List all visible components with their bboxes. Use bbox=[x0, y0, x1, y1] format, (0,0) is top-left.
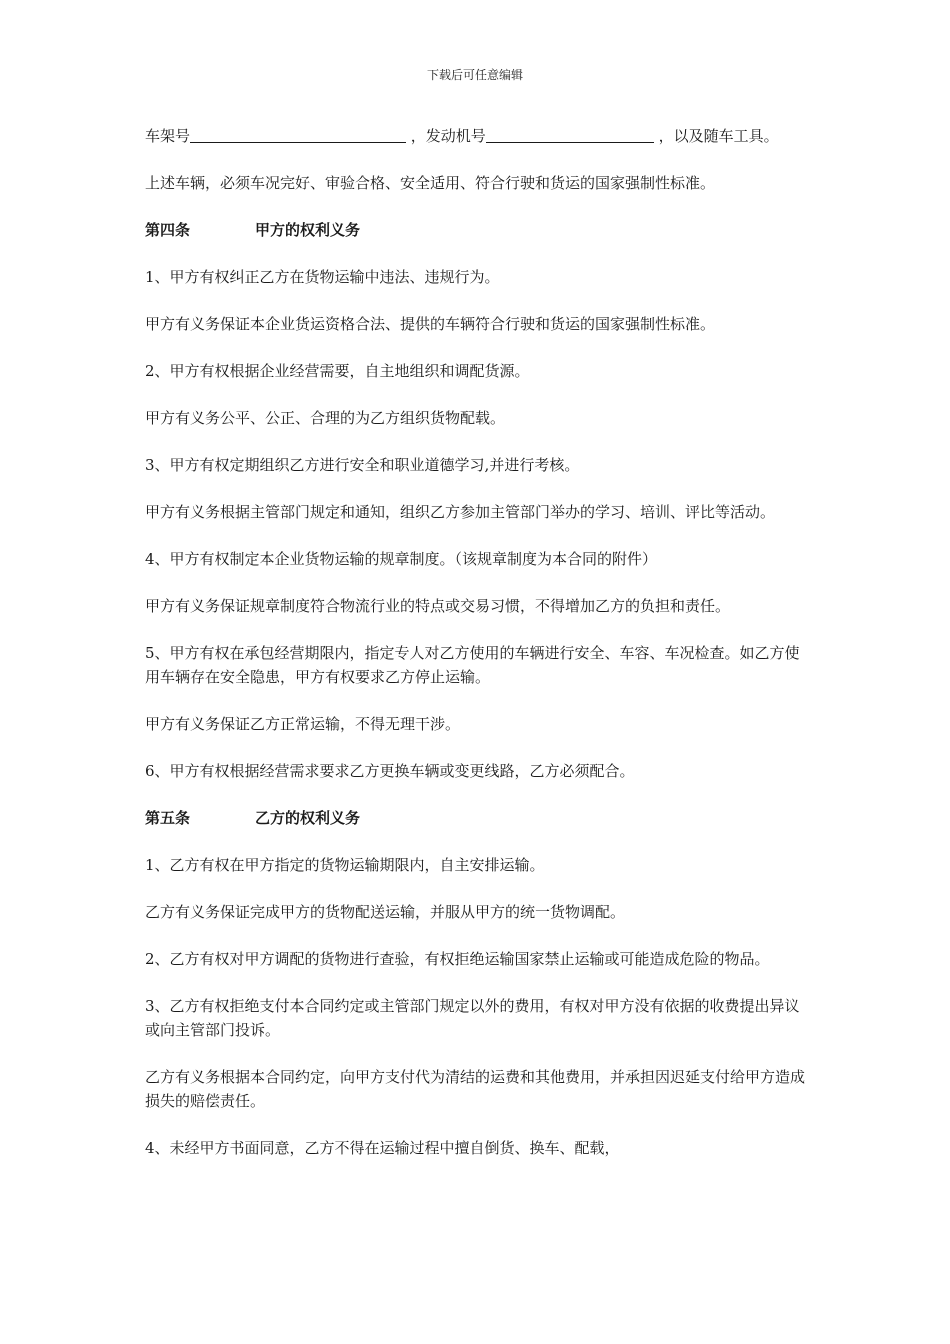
article-5-paragraph: 4、未经甲方书面同意，乙方不得在运输过程中擅自倒货、换车、配载， bbox=[145, 1139, 620, 1157]
article-4-paragraph: 甲方有义务公平、公正、合理的为乙方组织货物配载。 bbox=[145, 409, 506, 427]
article-4-paragraph: 甲方有义务根据主管部门规定和通知，组织乙方参加主管部门举办的学习、培训、评比等活动。 bbox=[145, 503, 776, 521]
header-note: 下载后可任意编辑 bbox=[426, 68, 523, 82]
article-5-paragraph: 2、乙方有权对甲方调配的货物进行查验，有权拒绝运输国家禁止运输或可能造成危险的物品。 bbox=[145, 950, 770, 968]
frame-number-blank[interactable] bbox=[190, 126, 406, 143]
frame-number-label: 车架号 bbox=[145, 127, 191, 145]
article-4-number: 第四条 bbox=[145, 221, 191, 239]
document-body bbox=[145, 124, 810, 1183]
article-5-paragraph: 3、乙方有权拒绝支付本合同约定或主管部门规定以外的费用，有权对甲方没有依据的收费提出异议或向主管部门投诉。 bbox=[145, 997, 800, 1039]
article-4-heading bbox=[145, 218, 810, 242]
article-4-title: 甲方的权利义务 bbox=[255, 221, 361, 239]
engine-number-blank[interactable] bbox=[486, 126, 654, 143]
article-4-paragraph: 1、甲方有权纠正乙方在货物运输中违法、违规行为。 bbox=[145, 268, 500, 286]
article-5-number: 第五条 bbox=[145, 809, 191, 827]
article-4-paragraph: 4、甲方有权制定本企业货物运输的规章制度。（该规章制度为本合同的附件） bbox=[145, 550, 658, 568]
article-5-paragraph: 乙方有义务保证完成甲方的货物配送运输，并服从甲方的统一货物调配。 bbox=[145, 903, 626, 921]
article-4-paragraph: 3、甲方有权定期组织乙方进行安全和职业道德学习,并进行考核。 bbox=[145, 456, 580, 474]
article-5-title: 乙方的权利义务 bbox=[255, 809, 361, 827]
article-4-paragraph: 甲方有义务保证规章制度符合物流行业的特点或交易习惯，不得增加乙方的负担和责任。 bbox=[145, 597, 731, 615]
article-4-paragraph: 5、甲方有权在承包经营期限内，指定专人对乙方使用的车辆进行安全、车容、车况检查。如乙方使用车辆存在安全隐患，甲方有权要求乙方停止运输。 bbox=[145, 644, 800, 686]
article-5-paragraph: 乙方有义务根据本合同约定，向甲方支付代为清结的运费和其他费用，并承担因迟延支付给甲方造成损失的赔偿责任。 bbox=[145, 1068, 806, 1110]
article-5-heading bbox=[145, 806, 810, 830]
article-4-paragraph: 6、甲方有权根据经营需求要求乙方更换车辆或变更线路，乙方必须配合。 bbox=[145, 762, 635, 780]
vehicle-info-line bbox=[145, 124, 810, 148]
vehicle-requirement: 上述车辆，必须车况完好、审验合格、安全适用、符合行驶和货运的国家强制性标准。 bbox=[145, 174, 716, 192]
article-4-paragraph: 甲方有义务保证乙方正常运输，不得无理干涉。 bbox=[145, 715, 461, 733]
engine-number-label: ，发动机号 bbox=[410, 127, 486, 145]
article-4-paragraph: 甲方有义务保证本企业货运资格合法、提供的车辆符合行驶和货运的国家强制性标准。 bbox=[145, 315, 716, 333]
vehicle-tools-text: ，以及随车工具。 bbox=[658, 127, 779, 145]
article-5-paragraph: 1、乙方有权在甲方指定的货物运输期限内，自主安排运输。 bbox=[145, 856, 545, 874]
article-4-paragraph: 2、甲方有权根据企业经营需要，自主地组织和调配货源。 bbox=[145, 362, 530, 380]
